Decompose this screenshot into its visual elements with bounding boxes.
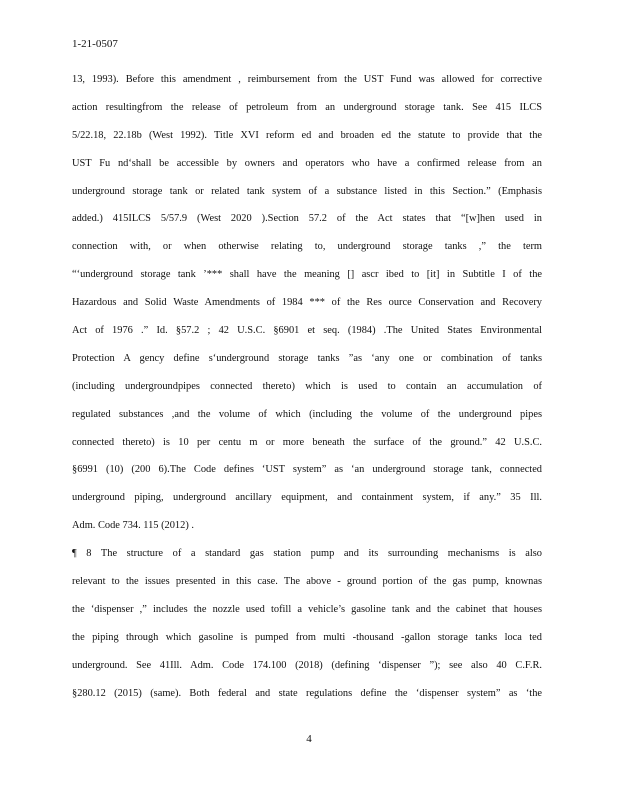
text-line: regulated substances ,and the volume of which (including the volume of the underground pipes bbox=[72, 408, 542, 420]
text-line: connection with, or when otherwise relating to, underground storage tanks ,” the term bbox=[72, 241, 542, 253]
text-line: §6991 (10) (200 6).The Code defines ‘UST system” as ‘an underground storage tank, connected bbox=[72, 464, 542, 476]
text-line: Hazardous and Solid Waste Amendments of 1984 *** of the Res ource Conservation and Recovery bbox=[72, 297, 542, 309]
text-line: 5/22.18, 22.18b (West 1992). Title XVI reform ed and broaden ed the statute to provide that the bbox=[72, 129, 542, 141]
text-line: the piping through which gasoline is pumped from multi -thousand -gallon storage tanks loca ted bbox=[72, 631, 542, 643]
text-line: §280.12 (2015) (same). Both federal and state regulations define the ‘dispenser system” as ‘the bbox=[72, 687, 542, 699]
paragraph-8-first-line: ¶ 8 The structure of a standard gas station pump and its surrounding mechanisms is also bbox=[72, 548, 542, 560]
document-body bbox=[72, 72, 542, 713]
text-line: Protection A gency define s‘underground storage tanks ”as ‘any one or combination of tanks bbox=[72, 352, 542, 364]
page-number: 4 bbox=[306, 733, 312, 745]
text-line: (including undergroundpipes connected thereto) which is used to contain an accumulation of bbox=[72, 380, 542, 392]
text-line: connected thereto) is 10 per centu m or more beneath the surface of the ground.” 42 U.S.C. bbox=[72, 436, 542, 448]
text-line: added.) 415ILCS 5/57.9 (West 2020 ).Section 57.2 of the Act states that “[w]hen used in bbox=[72, 213, 542, 225]
text-line: “‘underground storage tank ’*** shall have the meaning [] ascr ibed to [it] in Subtitle I of the bbox=[72, 269, 542, 281]
text-line: underground storage tank or related tank system of a substance listed in this Section.” (Emphasis bbox=[72, 185, 542, 197]
text-line: Adm. Code 734. 115 (2012) . bbox=[72, 520, 194, 532]
text-line: Act of 1976 .” Id. §57.2 ; 42 U.S.C. §6901 et seq. (1984) .The United States Environmental bbox=[72, 325, 542, 337]
text-line: underground. See 41Ill. Adm. Code 174.100 (2018) (defining ‘dispenser ”); see also 40 C.F.R. bbox=[72, 659, 542, 671]
text-line: underground piping, underground ancillary equipment, and containment system, if any.” 35 Ill. bbox=[72, 492, 542, 504]
text-line: action resultingfrom the release of petroleum from an underground storage tank. See 415 ILCS bbox=[72, 101, 542, 113]
text-line: the ‘dispenser ,” includes the nozzle used tofill a vehicle’s gasoline tank and the cabinet that houses bbox=[72, 603, 542, 615]
text-line: 13, 1993). Before this amendment , reimbursement from the UST Fund was allowed for corrective bbox=[72, 74, 542, 85]
text-line: UST Fu nd‘shall be accessible by owners and operators who have a confirmed release from an bbox=[72, 157, 542, 169]
text-line: relevant to the issues presented in this case. The above - ground portion of the gas pump, knownas bbox=[72, 576, 542, 588]
case-number-header: 1-21-0507 bbox=[72, 38, 118, 50]
